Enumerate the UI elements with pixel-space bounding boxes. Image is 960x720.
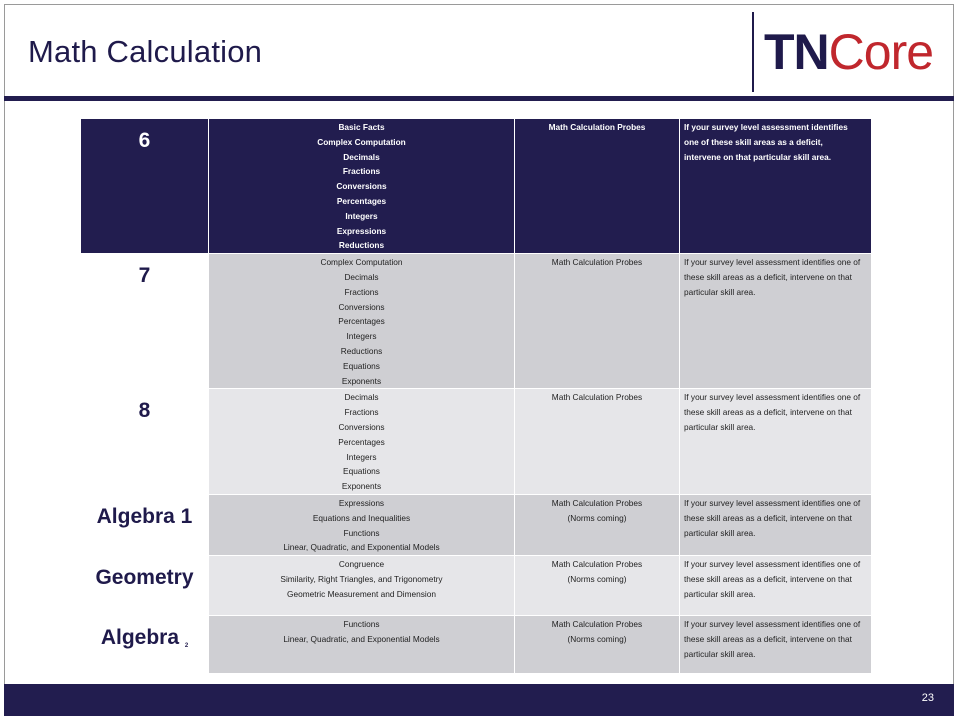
skill-item: Conversions xyxy=(336,181,387,192)
header-bar xyxy=(4,96,954,101)
grade-label: Algebra xyxy=(100,626,179,650)
skills-cell xyxy=(209,494,515,555)
skill-item: Decimals xyxy=(344,271,379,282)
table-row xyxy=(81,494,872,555)
skill-item: Decimals xyxy=(343,151,380,162)
logo-core: Core xyxy=(828,24,934,80)
grade-cell xyxy=(81,616,209,674)
grade-subscript: 2 xyxy=(184,643,189,650)
grade-label: Algebra 1 xyxy=(96,504,193,528)
probe-note: (Norms coming) xyxy=(567,633,627,644)
tncore-logo xyxy=(764,24,933,80)
note-cell xyxy=(680,254,872,389)
probe-label: Math Calculation Probes xyxy=(551,257,643,268)
skill-item: Linear, Quadratic, and Exponential Models xyxy=(283,633,440,644)
skill-item: Functions xyxy=(343,527,380,538)
note-cell xyxy=(680,556,872,616)
skill-item: Conversions xyxy=(338,301,385,312)
skill-item: Fractions xyxy=(342,166,381,177)
probes-cell xyxy=(515,616,680,674)
skills-cell xyxy=(209,119,515,254)
note-cell xyxy=(680,119,872,254)
probe-label: Math Calculation Probes xyxy=(551,392,643,403)
skills-cell xyxy=(209,616,515,674)
skill-item: Reductions xyxy=(338,240,385,251)
skill-item: Basic Facts xyxy=(338,122,385,132)
grade-label: 7 xyxy=(138,264,151,288)
skill-item: Complex Computation xyxy=(317,136,406,147)
math-calculation-table xyxy=(80,118,872,674)
logo-divider xyxy=(752,12,754,92)
skill-item: Similarity, Right Triangles, and Trigonometry xyxy=(280,573,443,584)
table-row xyxy=(81,254,872,389)
skill-item: Expressions xyxy=(338,497,385,508)
skill-item: Percentages xyxy=(338,316,385,327)
table-row xyxy=(81,616,872,674)
probes-cell xyxy=(515,556,680,616)
probes-cell xyxy=(515,119,680,254)
grade-label: Geometry xyxy=(95,566,194,590)
note-text: If your survey level assessment identifies one of these skill areas as a deficit, intervene on that particular skill area. xyxy=(684,122,848,162)
grade-cell xyxy=(81,254,209,389)
note-text: If your survey level assessment identifies one of these skill areas as a deficit, intervene on that particular skill area. xyxy=(684,392,861,432)
probes-cell xyxy=(515,254,680,389)
probe-note: (Norms coming) xyxy=(567,573,627,584)
skills-cell xyxy=(209,556,515,616)
note-text: If your survey level assessment identifies one of these skill areas as a deficit, intervene on that particular skill area. xyxy=(684,497,861,538)
skill-item: Integers xyxy=(346,331,377,342)
note-cell xyxy=(680,616,872,674)
skill-item: Congruence xyxy=(338,559,385,570)
skill-item: Conversions xyxy=(338,421,385,432)
note-text: If your survey level assessment identifies one of these skill areas as a deficit, intervene on that particular skill area. xyxy=(684,559,861,599)
skill-item: Geometric Measurement and Dimension xyxy=(287,588,436,599)
skills-cell xyxy=(209,389,515,495)
skill-item: Decimals xyxy=(344,392,379,403)
skill-item: Equations xyxy=(343,360,380,371)
skill-item: Equations and Inequalities xyxy=(312,512,411,523)
probes-cell xyxy=(515,494,680,555)
table-row xyxy=(81,389,872,495)
footer-bar xyxy=(4,684,954,716)
grade-cell xyxy=(81,389,209,495)
skill-item: Integers xyxy=(346,451,377,462)
grade-cell xyxy=(81,119,209,254)
slide-title: Math Calculation xyxy=(28,34,263,69)
note-cell xyxy=(680,389,872,495)
table-row xyxy=(81,556,872,616)
note-cell xyxy=(680,494,872,555)
grade-label: 6 xyxy=(138,129,151,152)
skill-item: Expressions xyxy=(336,225,387,236)
logo-tn: TN xyxy=(764,24,829,80)
probe-label: Math Calculation Probes xyxy=(551,619,643,630)
skill-item: Integers xyxy=(345,210,378,221)
skills-cell xyxy=(209,254,515,389)
grade-cell xyxy=(81,556,209,616)
skill-item: Percentages xyxy=(336,195,387,206)
grade-cell xyxy=(81,494,209,555)
skill-item: Functions xyxy=(343,619,380,630)
skill-item: Fractions xyxy=(344,286,379,297)
probes-cell xyxy=(515,389,680,495)
skill-item: Equations xyxy=(343,466,380,477)
probe-label: Math Calculation Probes xyxy=(548,122,646,132)
probe-label: Math Calculation Probes xyxy=(551,559,643,570)
note-text: If your survey level assessment identifies one of these skill areas as a deficit, intervene on that particular skill area. xyxy=(684,257,861,297)
skill-item: Percentages xyxy=(338,436,385,447)
skill-item: Fractions xyxy=(344,407,379,418)
page-number: 23 xyxy=(921,692,934,704)
skill-item: Complex Computation xyxy=(320,257,403,268)
skill-item: Linear, Quadratic, and Exponential Models xyxy=(283,542,440,553)
table-row xyxy=(81,119,872,254)
probe-note: (Norms coming) xyxy=(567,512,627,523)
skill-item: Reductions xyxy=(340,345,383,356)
probe-label: Math Calculation Probes xyxy=(551,497,643,508)
grade-label: 8 xyxy=(138,399,151,423)
note-text: If your survey level assessment identifies one of these skill areas as a deficit, intervene on that particular skill area. xyxy=(684,619,861,659)
skill-item: Exponents xyxy=(341,375,382,386)
skill-item: Exponents xyxy=(341,481,382,492)
